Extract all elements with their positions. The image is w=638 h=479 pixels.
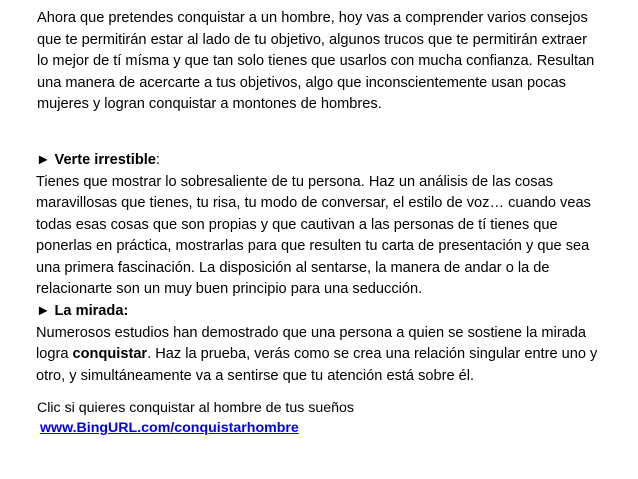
intro-line: lo mejor de tí mísma y que tan solo tienes que usarlos con mucha confianza. Resultan (37, 53, 595, 69)
intro-line: que te permitirán estar al lado de tu objetivo, algunos trucos que te permitirán extraer (37, 31, 588, 48)
section-line: todas esas cosas que son propias y que cautivan a las personas de tí tienes que (36, 216, 558, 233)
section-line: ponerlas en práctica, mostrarlas para que resulten tu carta de presentación y que sea (36, 238, 590, 254)
intro-line: mujeres y logran conquistar a montones de hombres. (37, 96, 382, 112)
bold-word: conquistar (72, 346, 148, 362)
intro-paragraph (37, 8, 633, 116)
arrow-bullet-icon: ► (36, 152, 51, 168)
section-heading (36, 150, 634, 172)
section-title: Verte irrestible (54, 152, 156, 168)
section-line (36, 344, 634, 366)
section-title: La mirada: (54, 303, 129, 319)
section-la-mirada (36, 301, 634, 387)
section-line: maravillosas que tienes, tu risa, tu modo de conversar, el estilo de voz… cuando veas (36, 195, 591, 211)
cta-link[interactable]: www.BingURL.com/conquistarhombre (40, 420, 299, 436)
section-line: Tienes que mostrar lo sobresaliente de tu persona. Haz un análisis de las cosas (36, 173, 554, 190)
line-text: . Haz la prueba, verás como se crea una relación singular entre uno y (147, 346, 598, 362)
section-line: otro, y simultáneamente va a sentirse que tu atención está sobre él. (36, 367, 475, 384)
intro-line: una manera de acercarte a tus objetivos, algo que inconscientemente usan pocas (37, 74, 566, 91)
section-line: Numerosos estudios han demostrado que una persona a quien se sostiene la mirada (36, 324, 587, 341)
section-verte-irrestible (36, 150, 634, 301)
intro-line: Ahora que pretendes conquistar a un hombre, hoy vas a comprender varios consejos (37, 10, 588, 26)
section-title-colon: : (155, 152, 160, 168)
line-text: logra (36, 346, 73, 362)
cta-text: Clic si quieres conquistar al hombre de tus sueños (37, 400, 355, 416)
arrow-bullet-icon: ► (36, 303, 51, 319)
section-heading (36, 301, 634, 323)
call-to-action (37, 398, 597, 438)
section-line: una primera fascinación. La disposición al sentarse, la manera de andar o la de (36, 259, 550, 276)
section-line: relacionarte son un muy buen principio para una seducción. (36, 281, 423, 297)
